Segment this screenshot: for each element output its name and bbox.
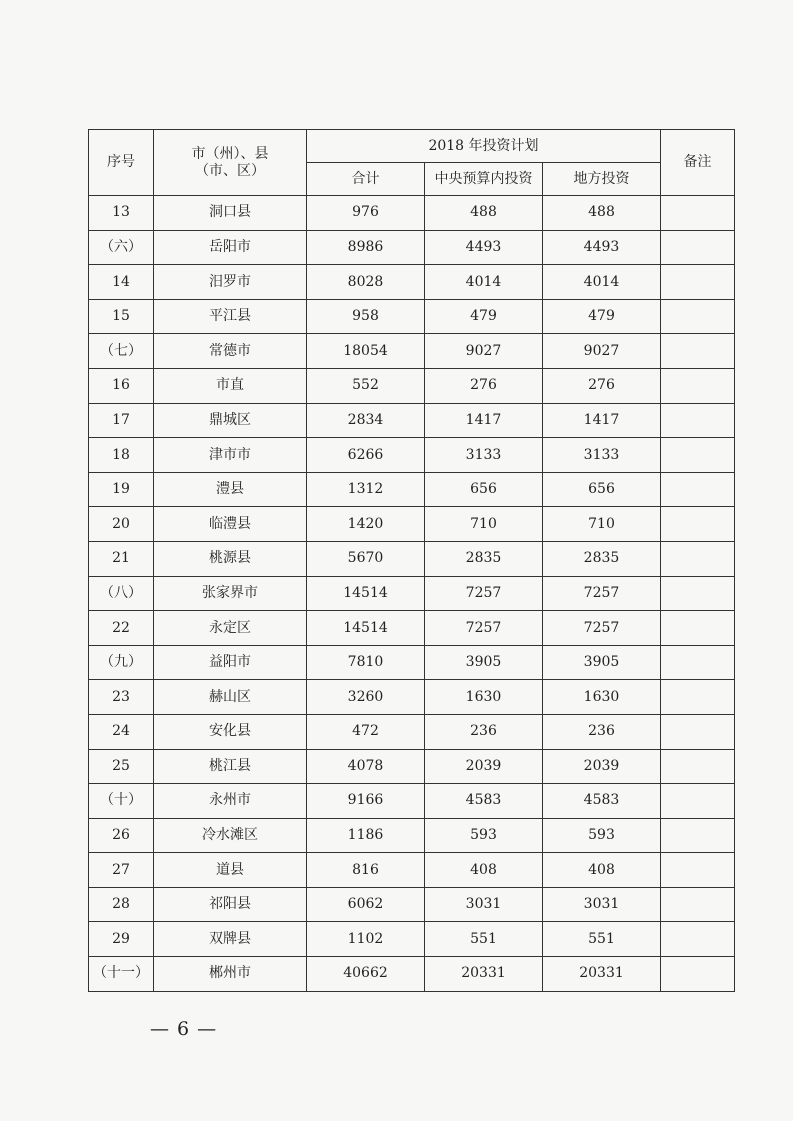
cell-total: 552 bbox=[307, 368, 425, 403]
cell-central: 20331 bbox=[425, 957, 543, 992]
header-plan-title: 2018 年投资计划 bbox=[307, 130, 661, 163]
cell-central: 1630 bbox=[425, 680, 543, 715]
cell-local: 593 bbox=[543, 818, 661, 853]
cell-remark bbox=[661, 196, 735, 231]
table-row bbox=[89, 784, 735, 819]
table-row bbox=[89, 438, 735, 473]
table-row bbox=[89, 230, 735, 265]
cell-seq: 21 bbox=[89, 541, 154, 576]
cell-seq: 22 bbox=[89, 611, 154, 646]
cell-local: 1417 bbox=[543, 403, 661, 438]
cell-central: 656 bbox=[425, 472, 543, 507]
cell-local: 4583 bbox=[543, 784, 661, 819]
cell-name: 鼎城区 bbox=[154, 403, 307, 438]
cell-remark bbox=[661, 611, 735, 646]
header-region bbox=[154, 130, 307, 196]
table-row bbox=[89, 611, 735, 646]
cell-central: 4493 bbox=[425, 230, 543, 265]
cell-name: 市直 bbox=[154, 368, 307, 403]
table-row bbox=[89, 853, 735, 888]
table-row bbox=[89, 576, 735, 611]
cell-local: 710 bbox=[543, 507, 661, 542]
cell-remark bbox=[661, 403, 735, 438]
cell-remark bbox=[661, 714, 735, 749]
cell-local: 4014 bbox=[543, 265, 661, 300]
cell-name: 张家界市 bbox=[154, 576, 307, 611]
table-row bbox=[89, 507, 735, 542]
cell-remark bbox=[661, 299, 735, 334]
cell-central: 3133 bbox=[425, 438, 543, 473]
cell-name: 郴州市 bbox=[154, 957, 307, 992]
cell-local: 7257 bbox=[543, 611, 661, 646]
cell-name: 岳阳市 bbox=[154, 230, 307, 265]
cell-remark bbox=[661, 680, 735, 715]
cell-seq: 20 bbox=[89, 507, 154, 542]
cell-name: 益阳市 bbox=[154, 645, 307, 680]
cell-central: 593 bbox=[425, 818, 543, 853]
cell-total: 976 bbox=[307, 196, 425, 231]
cell-seq: （九） bbox=[89, 645, 154, 680]
cell-seq: 29 bbox=[89, 922, 154, 957]
cell-local: 488 bbox=[543, 196, 661, 231]
table-header bbox=[89, 130, 735, 196]
cell-central: 2039 bbox=[425, 749, 543, 784]
cell-total: 8028 bbox=[307, 265, 425, 300]
cell-name: 平江县 bbox=[154, 299, 307, 334]
cell-name: 赫山区 bbox=[154, 680, 307, 715]
header-central: 中央预算内投资 bbox=[425, 163, 543, 196]
cell-total: 2834 bbox=[307, 403, 425, 438]
cell-total: 40662 bbox=[307, 957, 425, 992]
header-region-line2: （市、区） bbox=[195, 162, 265, 179]
cell-local: 551 bbox=[543, 922, 661, 957]
cell-seq: 13 bbox=[89, 196, 154, 231]
header-total: 合计 bbox=[307, 163, 425, 196]
table-row bbox=[89, 472, 735, 507]
cell-name: 汨罗市 bbox=[154, 265, 307, 300]
cell-central: 2835 bbox=[425, 541, 543, 576]
cell-seq: 15 bbox=[89, 299, 154, 334]
cell-total: 6062 bbox=[307, 887, 425, 922]
cell-local: 2039 bbox=[543, 749, 661, 784]
cell-remark bbox=[661, 368, 735, 403]
cell-central: 4583 bbox=[425, 784, 543, 819]
table-row bbox=[89, 334, 735, 369]
cell-total: 9166 bbox=[307, 784, 425, 819]
table-row bbox=[89, 196, 735, 231]
table-row bbox=[89, 922, 735, 957]
cell-remark bbox=[661, 818, 735, 853]
cell-total: 1186 bbox=[307, 818, 425, 853]
cell-name: 道县 bbox=[154, 853, 307, 888]
table-row bbox=[89, 403, 735, 438]
cell-total: 4078 bbox=[307, 749, 425, 784]
cell-total: 1102 bbox=[307, 922, 425, 957]
cell-local: 2835 bbox=[543, 541, 661, 576]
cell-remark bbox=[661, 576, 735, 611]
cell-local: 4493 bbox=[543, 230, 661, 265]
cell-total: 8986 bbox=[307, 230, 425, 265]
cell-seq: 23 bbox=[89, 680, 154, 715]
investment-plan-table bbox=[88, 129, 735, 992]
cell-name: 洞口县 bbox=[154, 196, 307, 231]
cell-total: 1312 bbox=[307, 472, 425, 507]
cell-local: 408 bbox=[543, 853, 661, 888]
cell-local: 9027 bbox=[543, 334, 661, 369]
cell-seq: 18 bbox=[89, 438, 154, 473]
cell-seq: 26 bbox=[89, 818, 154, 853]
cell-remark bbox=[661, 334, 735, 369]
cell-seq: 28 bbox=[89, 887, 154, 922]
cell-central: 9027 bbox=[425, 334, 543, 369]
table-row bbox=[89, 368, 735, 403]
cell-central: 276 bbox=[425, 368, 543, 403]
cell-seq: 16 bbox=[89, 368, 154, 403]
cell-local: 1630 bbox=[543, 680, 661, 715]
cell-total: 958 bbox=[307, 299, 425, 334]
cell-name: 祁阳县 bbox=[154, 887, 307, 922]
table-row bbox=[89, 299, 735, 334]
cell-remark bbox=[661, 853, 735, 888]
cell-remark bbox=[661, 645, 735, 680]
cell-total: 1420 bbox=[307, 507, 425, 542]
header-local: 地方投资 bbox=[543, 163, 661, 196]
cell-total: 6266 bbox=[307, 438, 425, 473]
table-row bbox=[89, 645, 735, 680]
cell-local: 3133 bbox=[543, 438, 661, 473]
cell-name: 冷水滩区 bbox=[154, 818, 307, 853]
cell-total: 14514 bbox=[307, 576, 425, 611]
cell-local: 479 bbox=[543, 299, 661, 334]
cell-total: 5670 bbox=[307, 541, 425, 576]
header-region-line1: 市（州）、县 bbox=[191, 145, 269, 162]
table-body bbox=[89, 196, 735, 992]
cell-local: 656 bbox=[543, 472, 661, 507]
cell-total: 18054 bbox=[307, 334, 425, 369]
cell-seq: 14 bbox=[89, 265, 154, 300]
cell-remark bbox=[661, 784, 735, 819]
cell-central: 4014 bbox=[425, 265, 543, 300]
cell-remark bbox=[661, 438, 735, 473]
cell-central: 3031 bbox=[425, 887, 543, 922]
cell-local: 236 bbox=[543, 714, 661, 749]
cell-local: 20331 bbox=[543, 957, 661, 992]
table-row bbox=[89, 957, 735, 992]
table-row bbox=[89, 714, 735, 749]
cell-remark bbox=[661, 887, 735, 922]
cell-remark bbox=[661, 957, 735, 992]
header-seq: 序号 bbox=[89, 130, 154, 196]
cell-central: 236 bbox=[425, 714, 543, 749]
cell-name: 安化县 bbox=[154, 714, 307, 749]
cell-central: 710 bbox=[425, 507, 543, 542]
header-remarks: 备注 bbox=[661, 130, 735, 196]
page-number: — 6 — bbox=[150, 1018, 218, 1040]
cell-name: 临澧县 bbox=[154, 507, 307, 542]
cell-seq: （十） bbox=[89, 784, 154, 819]
cell-total: 816 bbox=[307, 853, 425, 888]
cell-central: 1417 bbox=[425, 403, 543, 438]
cell-seq: （六） bbox=[89, 230, 154, 265]
cell-central: 3905 bbox=[425, 645, 543, 680]
cell-total: 3260 bbox=[307, 680, 425, 715]
cell-remark bbox=[661, 230, 735, 265]
cell-remark bbox=[661, 541, 735, 576]
cell-seq: （八） bbox=[89, 576, 154, 611]
cell-local: 276 bbox=[543, 368, 661, 403]
table-row bbox=[89, 541, 735, 576]
cell-name: 常德市 bbox=[154, 334, 307, 369]
cell-central: 551 bbox=[425, 922, 543, 957]
table-row bbox=[89, 680, 735, 715]
cell-central: 408 bbox=[425, 853, 543, 888]
cell-seq: 17 bbox=[89, 403, 154, 438]
cell-central: 479 bbox=[425, 299, 543, 334]
cell-name: 双牌县 bbox=[154, 922, 307, 957]
cell-seq: 19 bbox=[89, 472, 154, 507]
cell-remark bbox=[661, 472, 735, 507]
cell-remark bbox=[661, 265, 735, 300]
cell-total: 472 bbox=[307, 714, 425, 749]
table-row bbox=[89, 818, 735, 853]
cell-local: 3905 bbox=[543, 645, 661, 680]
cell-remark bbox=[661, 922, 735, 957]
table-row bbox=[89, 887, 735, 922]
cell-seq: 27 bbox=[89, 853, 154, 888]
cell-central: 7257 bbox=[425, 576, 543, 611]
cell-name: 永州市 bbox=[154, 784, 307, 819]
cell-central: 488 bbox=[425, 196, 543, 231]
cell-central: 7257 bbox=[425, 611, 543, 646]
cell-remark bbox=[661, 507, 735, 542]
cell-total: 7810 bbox=[307, 645, 425, 680]
cell-name: 津市市 bbox=[154, 438, 307, 473]
cell-remark bbox=[661, 749, 735, 784]
cell-local: 7257 bbox=[543, 576, 661, 611]
cell-name: 澧县 bbox=[154, 472, 307, 507]
cell-seq: 24 bbox=[89, 714, 154, 749]
cell-local: 3031 bbox=[543, 887, 661, 922]
table-row bbox=[89, 265, 735, 300]
cell-total: 14514 bbox=[307, 611, 425, 646]
cell-name: 桃江县 bbox=[154, 749, 307, 784]
cell-seq: （十一） bbox=[89, 957, 154, 992]
cell-seq: （七） bbox=[89, 334, 154, 369]
cell-seq: 25 bbox=[89, 749, 154, 784]
cell-name: 永定区 bbox=[154, 611, 307, 646]
table-row bbox=[89, 749, 735, 784]
cell-name: 桃源县 bbox=[154, 541, 307, 576]
